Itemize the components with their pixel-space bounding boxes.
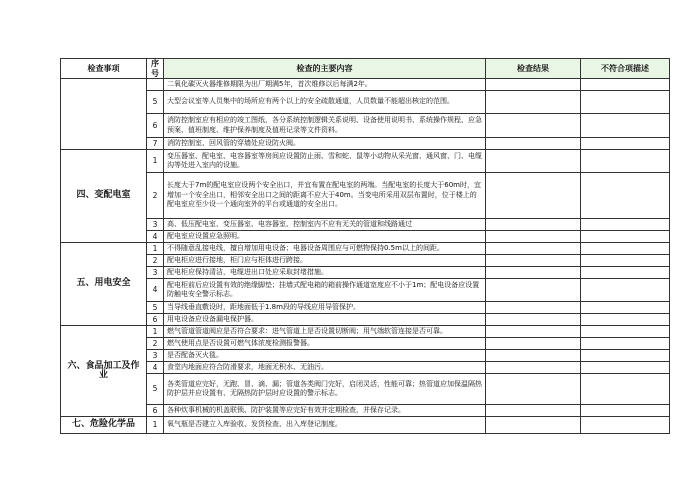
nonconform-cell[interactable] [581,138,670,150]
result-cell[interactable] [486,255,581,267]
table-row [61,114,670,138]
row-number: 4 [147,279,164,302]
table-row [61,91,670,114]
nonconform-cell[interactable] [581,267,670,279]
nonconform-cell[interactable] [581,405,670,417]
result-cell[interactable] [486,362,581,374]
result-cell[interactable] [486,231,581,243]
table-row [61,219,670,231]
result-cell[interactable] [486,243,581,255]
header-result: 检查结果 [486,59,581,79]
nonconform-cell[interactable] [581,114,670,138]
table-row [61,302,670,314]
nonconform-cell[interactable] [581,302,670,314]
row-content: 用电设备应设备漏电保护器。 [164,314,486,326]
result-cell[interactable] [486,79,581,91]
row-content: 变压器室、配电室、电容器室等房间应设置防止雨、雪和蛇、鼠等小动物从采光窗、通风窗、门、电缆沟等处进入室内的设施。 [164,150,486,173]
row-content: 消防控制室应有相应的竣工图纸、各分系统控制逻辑关系说明、设备使用说明书、系统操作规程、应急预案、值班制度、维护保养制度及值班记录等文件资料。 [164,114,486,138]
table-row [61,338,670,350]
row-content: 配电柜前后应设置有效的绝缘脚垫；挂墙式配电箱的箱前操作通道宽度应不小于1m；配电设备应设置防触电安全警示标志。 [164,279,486,302]
row-number: 2 [147,173,164,219]
result-cell[interactable] [486,91,581,114]
result-cell[interactable] [486,173,581,219]
result-cell[interactable] [486,338,581,350]
row-number: 3 [147,267,164,279]
row-number: 6 [147,314,164,326]
nonconform-cell[interactable] [581,219,670,231]
result-cell[interactable] [486,405,581,417]
row-content: 氧气瓶是否建立入库验收、发货检查、出入库登记制度。 [164,417,486,434]
row-content: 二氧化碳灭火器维修期限为出厂期满5年，首次维修以后每满2年。 [164,79,486,91]
table-row [61,314,670,326]
nonconform-cell[interactable] [581,417,670,434]
row-content: 消防控制室、回风管的穿墙处应设防火阀。 [164,138,486,150]
nonconform-cell[interactable] [581,150,670,173]
table-row [61,255,670,267]
header-category: 检查事项 [61,59,147,79]
row-number: 1 [147,417,164,434]
row-number: 3 [147,350,164,362]
table-row [61,231,670,243]
row-number: 5 [147,374,164,405]
nonconform-cell[interactable] [581,231,670,243]
row-content: 配电柜应进行接地，柜门应与柜体进行跨接。 [164,255,486,267]
nonconform-cell[interactable] [581,326,670,338]
row-content: 各类管道应完好，无跑、冒、滴、漏；管道各类阀门完好，启闭灵活，性能可靠；热管道应加保温隔热防护层并应设置有、无隔热防护层时应设置的警示标志。 [164,374,486,405]
table-row [61,79,670,91]
result-cell[interactable] [486,374,581,405]
nonconform-cell[interactable] [581,374,670,405]
row-number: 2 [147,338,164,350]
row-number: 1 [147,243,164,255]
result-cell[interactable] [486,219,581,231]
category-electrical-safety: 五、用电安全 [61,243,147,326]
row-number: 2 [147,255,164,267]
row-number: 6 [147,114,164,138]
result-cell[interactable] [486,302,581,314]
row-content: 燃气使用点是否设置可燃气体浓度检测报警器。 [164,338,486,350]
result-cell[interactable] [486,326,581,338]
row-content: 高、低压配电室、变压器室、电容器室、控制室内不应有无关的管道和线路通过 [164,219,486,231]
table-row [61,173,670,219]
category-cell-continued [61,79,147,150]
inspection-table [60,58,670,434]
nonconform-cell[interactable] [581,338,670,350]
table-row [61,417,670,434]
row-content: 燃气管道管道阀应是否符合要求：进气管道上是否设置切断阀；用气端软管连接是否可靠。 [164,326,486,338]
inspection-table-container [60,58,670,434]
nonconform-cell[interactable] [581,350,670,362]
row-number: 5 [147,91,164,114]
row-number [147,79,164,91]
row-content: 当导线垂直敷设时，距地面低于1.8m段的导线应用导管保护。 [164,302,486,314]
table-row [61,267,670,279]
nonconform-cell[interactable] [581,91,670,114]
row-content: 各种炊事机械的机盖联锁、防护装置等应完好有效并定期检查，并保存记录。 [164,405,486,417]
header-content: 检查的主要内容 [164,59,486,79]
row-content: 长度大于7m的配电室应设两个安全出口，并宜布置在配电室的两端。当配电室的长度大于60m时，宜增加一个安全出口，相邻安全出口之间的距离不应大于40m。当变电所采用双层布置时，位于楼上的配电室应至少设一个通向室外的平台或通道的安全出口。 [164,173,486,219]
table-row [61,138,670,150]
header-nonconform: 不符合项描述 [581,59,670,79]
row-content: 配电室应设置应急照明。 [164,231,486,243]
row-number: 1 [147,326,164,338]
table-row [61,362,670,374]
row-number: 1 [147,150,164,173]
row-number: 6 [147,405,164,417]
nonconform-cell[interactable] [581,362,670,374]
row-number: 5 [147,302,164,314]
nonconform-cell[interactable] [581,173,670,219]
result-cell[interactable] [486,138,581,150]
category-substation: 四、变配电室 [61,150,147,243]
nonconform-cell[interactable] [581,243,670,255]
row-content: 食堂内地面应符合防滑要求，地面无积水、无油污。 [164,362,486,374]
header-seq: 序号 [147,59,164,79]
nonconform-cell[interactable] [581,255,670,267]
nonconform-cell[interactable] [581,79,670,91]
row-number: 3 [147,219,164,231]
table-row [61,326,670,338]
table-row [61,279,670,302]
result-cell[interactable] [486,267,581,279]
nonconform-cell[interactable] [581,314,670,326]
table-row [61,405,670,417]
result-cell[interactable] [486,417,581,434]
table-row [61,350,670,362]
row-content: 配电柜应保持清洁，电缆进出口处应采取封堵措施。 [164,267,486,279]
result-cell[interactable] [486,114,581,138]
result-cell[interactable] [486,350,581,362]
result-cell[interactable] [486,150,581,173]
category-food-processing: 六、食品加工及作业 [61,326,147,417]
nonconform-cell[interactable] [581,279,670,302]
row-content: 是否配备灭火毯。 [164,350,486,362]
table-row [61,150,670,173]
row-number: 4 [147,362,164,374]
category-hazardous-chemicals: 七、危险化学品 [61,417,147,434]
row-number: 7 [147,138,164,150]
row-number: 4 [147,231,164,243]
table-row [61,374,670,405]
table-row [61,243,670,255]
row-content: 不得随意乱接电线，擅自增加用电设备；电器设备周围应与可燃物保持0.5m以上的间距。 [164,243,486,255]
result-cell[interactable] [486,314,581,326]
row-content: 大型会议室等人员集中的场所应有两个以上的安全疏散通道，人员数量不能超出核定的范围。 [164,91,486,114]
header-row [61,59,670,79]
result-cell[interactable] [486,279,581,302]
